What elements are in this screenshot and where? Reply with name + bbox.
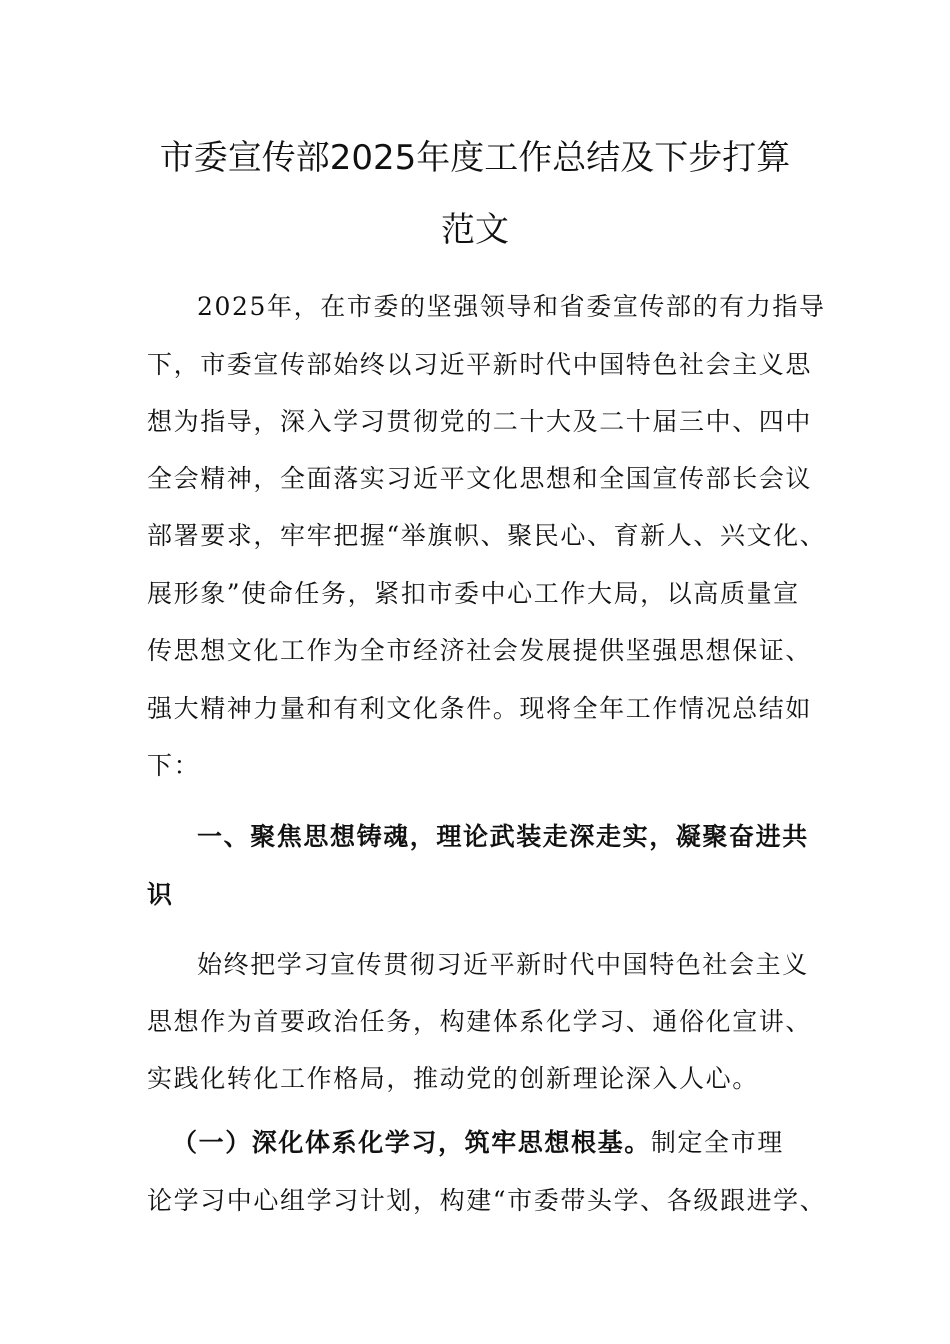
intro-line-2: 下，市委宣传部始终以习近平新时代中国特色社会主义思 (147, 350, 813, 379)
intro-line-5: 部署要求，牢牢把握“举旗帜、聚民心、育新人、兴文化、 (147, 521, 827, 550)
intro-line-4: 全会精神，全面落实习近平文化思想和全国宣传部长会议 (147, 464, 813, 493)
intro-line-3: 想为指导，深入学习贯彻党的二十大及二十届三中、四中 (147, 407, 813, 436)
section-1-heading-line-1: 一、聚焦思想铸魂，理论武装走深走实，凝聚奋进共 (197, 822, 809, 851)
section-1-paragraph-line-3: 实践化转化工作格局，推动党的创新理论深入人心。 (147, 1064, 759, 1093)
subsection-1-heading: （一）深化体系化学习，筑牢思想根基。 (172, 1128, 651, 1157)
intro-line-9: 下： (147, 751, 201, 780)
document-title-line-2: 范文 (441, 210, 509, 250)
intro-line-1: 2025年，在市委的坚强领导和省委宣传部的有力指导 (197, 292, 826, 321)
section-1-paragraph-line-2: 思想作为首要政治任务，构建体系化学习、通俗化宣讲、 (147, 1007, 813, 1036)
intro-line-8: 强大精神力量和有利文化条件。现将全年工作情况总结如 (147, 694, 813, 723)
subsection-1-text: 制定全市理 (650, 1128, 784, 1157)
intro-line-7: 传思想文化工作为全市经济社会发展提供坚强思想保证、 (147, 636, 813, 665)
subsection-1-line-2: 论学习中心组学习计划，构建“市委带头学、各级跟进学、 (147, 1186, 827, 1215)
document-title-line-1: 市委宣传部2025年度工作总结及下步打算 (159, 138, 791, 178)
section-1-heading-line-2: 识 (147, 880, 174, 909)
section-1-paragraph-line-1: 始终把学习宣传贯彻习近平新时代中国特色社会主义 (197, 950, 809, 979)
subsection-1-line-1 (172, 1128, 832, 1158)
intro-line-6: 展形象”使命任务，紧扣市委中心工作大局，以高质量宣 (147, 579, 800, 608)
